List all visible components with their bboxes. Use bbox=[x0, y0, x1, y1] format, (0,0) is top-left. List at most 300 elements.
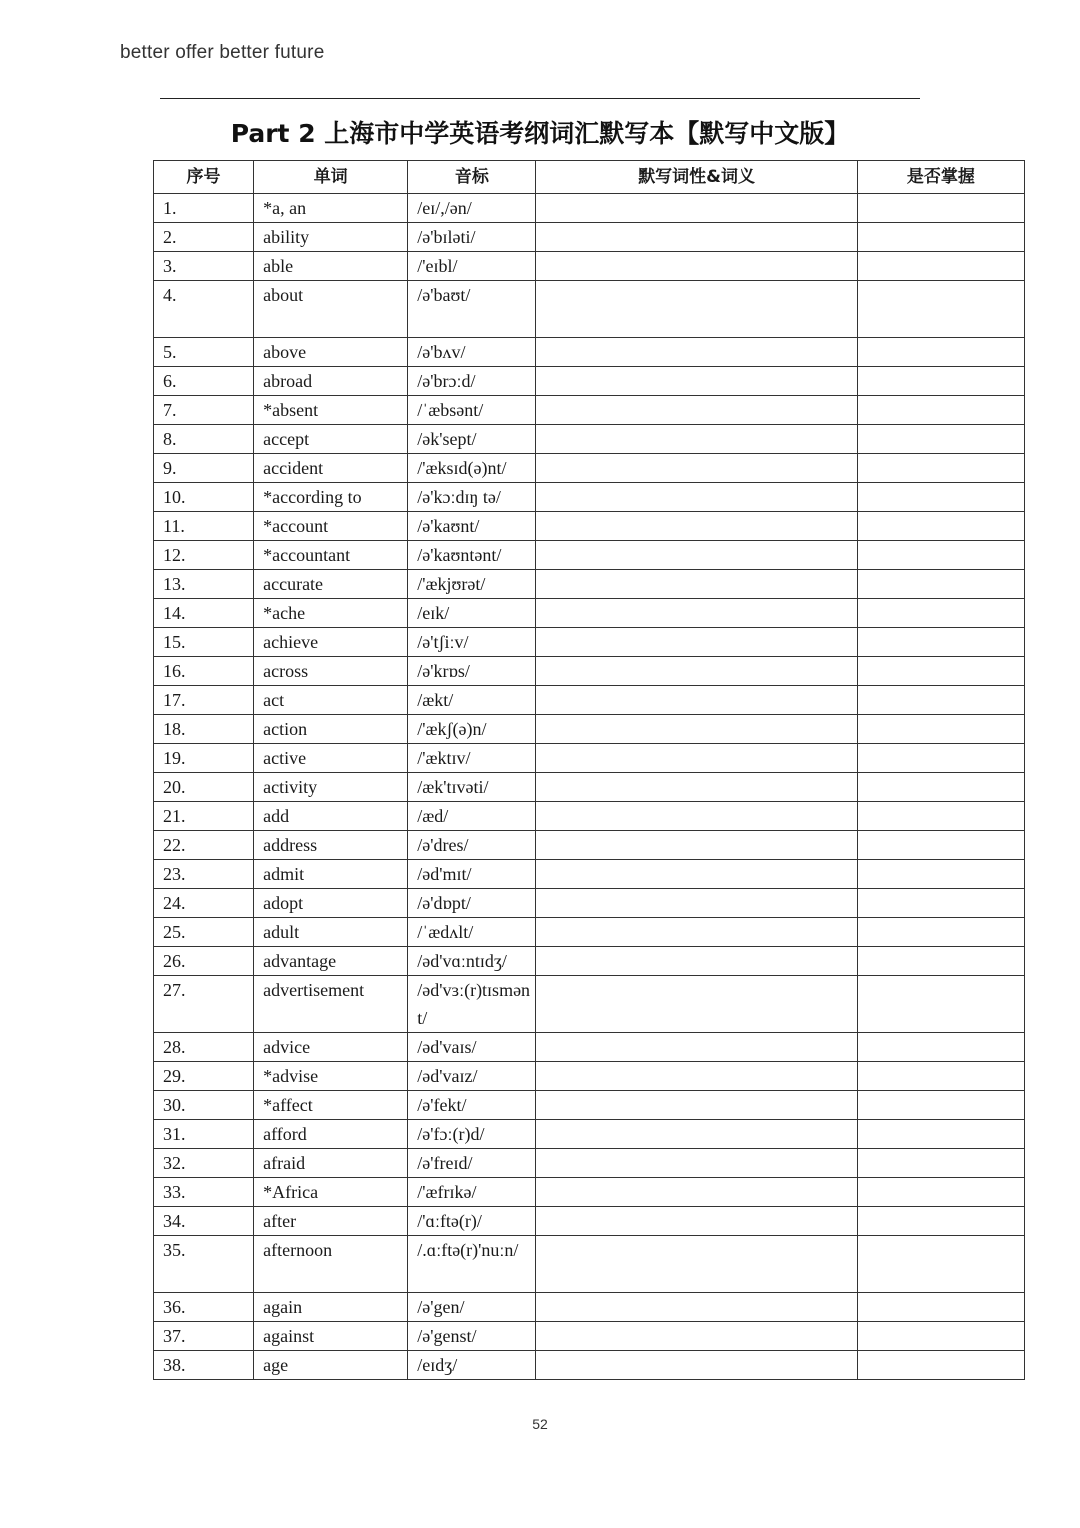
row-phonetic-cell bbox=[408, 831, 536, 860]
row-number-cell bbox=[154, 425, 254, 454]
row-phonetic-cell bbox=[408, 281, 536, 338]
row-word-cell bbox=[254, 483, 408, 512]
row-word: abroad bbox=[263, 371, 313, 391]
row-phonetic: /ə'brɔːd/ bbox=[417, 371, 476, 391]
row-phonetic: /'æfrɪkə/ bbox=[417, 1182, 477, 1202]
row-word: afford bbox=[263, 1124, 307, 1144]
row-number-cell bbox=[154, 1178, 254, 1207]
row-number: 1. bbox=[163, 198, 177, 218]
table-row bbox=[154, 1207, 1025, 1236]
row-mastered-blank-cell[interactable] bbox=[857, 281, 1024, 338]
row-mastered-blank-cell[interactable] bbox=[857, 744, 1024, 773]
row-word-cell bbox=[254, 831, 408, 860]
row-mastered-blank-cell[interactable] bbox=[857, 541, 1024, 570]
row-mastered-blank-cell[interactable] bbox=[857, 831, 1024, 860]
table-row bbox=[154, 1120, 1025, 1149]
table-row bbox=[154, 541, 1025, 570]
row-phonetic: /ə'baʊt/ bbox=[417, 285, 471, 305]
table-row bbox=[154, 281, 1025, 338]
row-definition-blank-cell[interactable] bbox=[536, 918, 857, 947]
row-phonetic: /ə'kaʊntənt/ bbox=[417, 545, 502, 565]
row-definition-blank-cell[interactable] bbox=[536, 541, 857, 570]
row-mastered-blank-cell[interactable] bbox=[857, 512, 1024, 541]
row-mastered-blank-cell[interactable] bbox=[857, 686, 1024, 715]
row-mastered-blank-cell[interactable] bbox=[857, 1033, 1024, 1062]
row-number-cell bbox=[154, 976, 254, 1033]
row-word: admit bbox=[263, 864, 305, 884]
row-definition-blank-cell[interactable] bbox=[536, 367, 857, 396]
row-number: 33. bbox=[163, 1182, 186, 1202]
row-word-cell bbox=[254, 223, 408, 252]
row-phonetic-cell bbox=[408, 541, 536, 570]
row-mastered-blank-cell[interactable] bbox=[857, 918, 1024, 947]
row-definition-blank-cell[interactable] bbox=[536, 1293, 857, 1322]
row-definition-blank-cell[interactable] bbox=[536, 1149, 857, 1178]
row-phonetic-cell bbox=[408, 1149, 536, 1178]
row-definition-blank-cell[interactable] bbox=[536, 570, 857, 599]
row-number: 38. bbox=[163, 1355, 186, 1375]
column-header-number: 序号 bbox=[154, 161, 254, 194]
row-mastered-blank-cell[interactable] bbox=[857, 715, 1024, 744]
row-word: about bbox=[263, 285, 304, 305]
row-number: 23. bbox=[163, 864, 186, 884]
row-number-cell bbox=[154, 1062, 254, 1091]
row-number: 22. bbox=[163, 835, 186, 855]
table-row bbox=[154, 223, 1025, 252]
row-phonetic-cell bbox=[408, 918, 536, 947]
row-number: 24. bbox=[163, 893, 186, 913]
row-number: 3. bbox=[163, 256, 177, 276]
table-header-row bbox=[154, 161, 1025, 194]
row-mastered-blank-cell[interactable] bbox=[857, 1207, 1024, 1236]
row-definition-blank-cell[interactable] bbox=[536, 1322, 857, 1351]
row-phonetic-cell bbox=[408, 744, 536, 773]
row-word: across bbox=[263, 661, 309, 681]
row-phonetic: /'æksɪd(ə)nt/ bbox=[417, 458, 507, 478]
table-row bbox=[154, 570, 1025, 599]
row-number-cell bbox=[154, 918, 254, 947]
row-word: act bbox=[263, 690, 285, 710]
row-number: 34. bbox=[163, 1211, 186, 1231]
row-number-cell bbox=[154, 686, 254, 715]
table-row bbox=[154, 1293, 1025, 1322]
row-mastered-blank-cell[interactable] bbox=[857, 454, 1024, 483]
row-word: *according to bbox=[263, 487, 362, 507]
row-definition-blank-cell[interactable] bbox=[536, 686, 857, 715]
row-definition-blank-cell[interactable] bbox=[536, 1351, 857, 1380]
row-number: 26. bbox=[163, 951, 186, 971]
row-word-cell bbox=[254, 976, 408, 1033]
row-word-cell bbox=[254, 715, 408, 744]
table-row bbox=[154, 860, 1025, 889]
row-number-cell bbox=[154, 889, 254, 918]
row-mastered-blank-cell[interactable] bbox=[857, 223, 1024, 252]
row-definition-blank-cell[interactable] bbox=[536, 194, 857, 223]
row-definition-blank-cell[interactable] bbox=[536, 802, 857, 831]
row-number: 27. bbox=[163, 980, 186, 1000]
row-word: against bbox=[263, 1326, 315, 1346]
column-header-word: 单词 bbox=[254, 161, 408, 194]
row-phonetic-cell bbox=[408, 715, 536, 744]
header-divider bbox=[160, 98, 920, 99]
row-number-cell bbox=[154, 570, 254, 599]
table-row bbox=[154, 367, 1025, 396]
row-word-cell bbox=[254, 1178, 408, 1207]
row-phonetic: /.ɑːftə(r)'nuːn/ bbox=[417, 1240, 519, 1260]
row-word: able bbox=[263, 256, 294, 276]
row-word: *advise bbox=[263, 1066, 319, 1086]
row-mastered-blank-cell[interactable] bbox=[857, 802, 1024, 831]
row-phonetic-cell bbox=[408, 1207, 536, 1236]
row-word-cell bbox=[254, 425, 408, 454]
row-phonetic-cell bbox=[408, 599, 536, 628]
table-row bbox=[154, 628, 1025, 657]
row-word: *a, an bbox=[263, 198, 307, 218]
row-number: 6. bbox=[163, 371, 177, 391]
table-row bbox=[154, 889, 1025, 918]
row-mastered-blank-cell[interactable] bbox=[857, 1178, 1024, 1207]
row-phonetic: /ə'bɪləti/ bbox=[417, 227, 476, 247]
row-number: 35. bbox=[163, 1240, 186, 1260]
row-number: 13. bbox=[163, 574, 186, 594]
row-phonetic: /'æktɪv/ bbox=[417, 748, 471, 768]
row-phonetic: /ə'kaʊnt/ bbox=[417, 516, 480, 536]
table-row bbox=[154, 918, 1025, 947]
row-number-cell bbox=[154, 1322, 254, 1351]
row-mastered-blank-cell[interactable] bbox=[857, 1120, 1024, 1149]
row-definition-blank-cell[interactable] bbox=[536, 281, 857, 338]
row-phonetic-cell bbox=[408, 889, 536, 918]
table-row bbox=[154, 773, 1025, 802]
row-number: 11. bbox=[163, 516, 185, 536]
row-word: action bbox=[263, 719, 308, 739]
row-number-cell bbox=[154, 860, 254, 889]
table-row bbox=[154, 657, 1025, 686]
table-row bbox=[154, 512, 1025, 541]
row-word-cell bbox=[254, 512, 408, 541]
row-number-cell bbox=[154, 831, 254, 860]
row-number-cell bbox=[154, 744, 254, 773]
row-number: 8. bbox=[163, 429, 177, 449]
table-row bbox=[154, 454, 1025, 483]
row-word: adopt bbox=[263, 893, 304, 913]
table-row bbox=[154, 1033, 1025, 1062]
row-word-cell bbox=[254, 918, 408, 947]
row-mastered-blank-cell[interactable] bbox=[857, 1293, 1024, 1322]
row-phonetic: /ə'gen/ bbox=[417, 1297, 465, 1317]
row-number: 28. bbox=[163, 1037, 186, 1057]
row-number-cell bbox=[154, 802, 254, 831]
table-row bbox=[154, 1322, 1025, 1351]
row-word: *affect bbox=[263, 1095, 313, 1115]
row-word-cell bbox=[254, 1120, 408, 1149]
table-row bbox=[154, 947, 1025, 976]
row-phonetic-cell bbox=[408, 947, 536, 976]
column-header-mastered: 是否掌握 bbox=[857, 161, 1024, 194]
row-word-cell bbox=[254, 1322, 408, 1351]
row-number-cell bbox=[154, 194, 254, 223]
row-definition-blank-cell[interactable] bbox=[536, 1120, 857, 1149]
row-phonetic: /ə'tʃiːv/ bbox=[417, 632, 469, 652]
table-row bbox=[154, 483, 1025, 512]
row-phonetic: /ə'bʌv/ bbox=[417, 342, 466, 362]
row-mastered-blank-cell[interactable] bbox=[857, 396, 1024, 425]
row-word: above bbox=[263, 342, 307, 362]
row-word: accident bbox=[263, 458, 324, 478]
row-word: adult bbox=[263, 922, 300, 942]
row-number: 17. bbox=[163, 690, 186, 710]
row-word: achieve bbox=[263, 632, 319, 652]
row-phonetic: /'ækjʊrət/ bbox=[417, 574, 486, 594]
row-number: 36. bbox=[163, 1297, 186, 1317]
row-definition-blank-cell[interactable] bbox=[536, 512, 857, 541]
row-phonetic: /ˈæbsənt/ bbox=[417, 400, 484, 420]
row-word: advertisement bbox=[263, 980, 365, 1000]
row-mastered-blank-cell[interactable] bbox=[857, 976, 1024, 1033]
row-word-cell bbox=[254, 541, 408, 570]
row-number-cell bbox=[154, 715, 254, 744]
row-mastered-blank-cell[interactable] bbox=[857, 367, 1024, 396]
page-number: 52 bbox=[532, 1416, 548, 1432]
row-definition-blank-cell[interactable] bbox=[536, 599, 857, 628]
row-phonetic-cell bbox=[408, 338, 536, 367]
row-number-cell bbox=[154, 657, 254, 686]
row-definition-blank-cell[interactable] bbox=[536, 338, 857, 367]
row-mastered-blank-cell[interactable] bbox=[857, 657, 1024, 686]
row-phonetic-cell bbox=[408, 1062, 536, 1091]
row-word-cell bbox=[254, 194, 408, 223]
row-number: 12. bbox=[163, 545, 186, 565]
row-mastered-blank-cell[interactable] bbox=[857, 599, 1024, 628]
row-mastered-blank-cell[interactable] bbox=[857, 773, 1024, 802]
row-definition-blank-cell[interactable] bbox=[536, 252, 857, 281]
row-word: afraid bbox=[263, 1153, 306, 1173]
table-row bbox=[154, 831, 1025, 860]
row-word: *ache bbox=[263, 603, 306, 623]
row-definition-blank-cell[interactable] bbox=[536, 425, 857, 454]
row-number-cell bbox=[154, 628, 254, 657]
row-definition-blank-cell[interactable] bbox=[536, 860, 857, 889]
row-phonetic: /ə'dɒpt/ bbox=[417, 893, 471, 913]
row-word-cell bbox=[254, 599, 408, 628]
row-word: again bbox=[263, 1297, 303, 1317]
row-number-cell bbox=[154, 1207, 254, 1236]
row-mastered-blank-cell[interactable] bbox=[857, 338, 1024, 367]
row-phonetic-cell bbox=[408, 628, 536, 657]
row-phonetic-cell bbox=[408, 483, 536, 512]
row-definition-blank-cell[interactable] bbox=[536, 1091, 857, 1120]
row-number: 18. bbox=[163, 719, 186, 739]
row-mastered-blank-cell[interactable] bbox=[857, 1236, 1024, 1293]
row-word-cell bbox=[254, 1091, 408, 1120]
row-word-cell bbox=[254, 628, 408, 657]
row-phonetic: /ˈædʌlt/ bbox=[417, 922, 474, 942]
row-definition-blank-cell[interactable] bbox=[536, 715, 857, 744]
row-phonetic-cell bbox=[408, 1178, 536, 1207]
row-word: *account bbox=[263, 516, 329, 536]
table-row bbox=[154, 425, 1025, 454]
row-word: *accountant bbox=[263, 545, 351, 565]
row-phonetic-cell bbox=[408, 1033, 536, 1062]
row-word-cell bbox=[254, 802, 408, 831]
row-phonetic: /əd'vaɪs/ bbox=[417, 1037, 477, 1057]
row-phonetic: /ə'freɪd/ bbox=[417, 1153, 473, 1173]
page-header: better offer better future bbox=[120, 42, 325, 63]
row-mastered-blank-cell[interactable] bbox=[857, 252, 1024, 281]
row-phonetic: /eɪdʒ/ bbox=[417, 1355, 458, 1375]
row-word-cell bbox=[254, 1033, 408, 1062]
row-word-cell bbox=[254, 367, 408, 396]
row-mastered-blank-cell[interactable] bbox=[857, 889, 1024, 918]
row-mastered-blank-cell[interactable] bbox=[857, 1149, 1024, 1178]
row-mastered-blank-cell[interactable] bbox=[857, 483, 1024, 512]
row-phonetic-cell bbox=[408, 657, 536, 686]
row-mastered-blank-cell[interactable] bbox=[857, 570, 1024, 599]
row-word-cell bbox=[254, 454, 408, 483]
row-phonetic-cell bbox=[408, 860, 536, 889]
row-phonetic-cell bbox=[408, 802, 536, 831]
row-definition-blank-cell[interactable] bbox=[536, 483, 857, 512]
row-definition-blank-cell[interactable] bbox=[536, 773, 857, 802]
row-phonetic: /'ækʃ(ə)n/ bbox=[417, 719, 487, 739]
row-word: *Africa bbox=[263, 1182, 319, 1202]
table-row bbox=[154, 686, 1025, 715]
row-definition-blank-cell[interactable] bbox=[536, 947, 857, 976]
column-header-phonetic: 音标 bbox=[408, 161, 536, 194]
table-row bbox=[154, 599, 1025, 628]
table-row bbox=[154, 1178, 1025, 1207]
row-word: after bbox=[263, 1211, 297, 1231]
row-definition-blank-cell[interactable] bbox=[536, 628, 857, 657]
table-row bbox=[154, 715, 1025, 744]
row-definition-blank-cell[interactable] bbox=[536, 1033, 857, 1062]
row-definition-blank-cell[interactable] bbox=[536, 976, 857, 1033]
row-mastered-blank-cell[interactable] bbox=[857, 1091, 1024, 1120]
row-number: 32. bbox=[163, 1153, 186, 1173]
row-number: 25. bbox=[163, 922, 186, 942]
row-phonetic-cell bbox=[408, 223, 536, 252]
row-number-cell bbox=[154, 281, 254, 338]
row-number: 7. bbox=[163, 400, 177, 420]
row-mastered-blank-cell[interactable] bbox=[857, 860, 1024, 889]
row-definition-blank-cell[interactable] bbox=[536, 744, 857, 773]
row-phonetic-cell bbox=[408, 976, 536, 1033]
row-word-cell bbox=[254, 1293, 408, 1322]
row-definition-blank-cell[interactable] bbox=[536, 396, 857, 425]
table-row bbox=[154, 338, 1025, 367]
row-number-cell bbox=[154, 1033, 254, 1062]
row-phonetic-cell bbox=[408, 1091, 536, 1120]
row-definition-blank-cell[interactable] bbox=[536, 223, 857, 252]
row-word-cell bbox=[254, 252, 408, 281]
row-definition-blank-cell[interactable] bbox=[536, 1178, 857, 1207]
row-phonetic-cell bbox=[408, 454, 536, 483]
row-number-cell bbox=[154, 599, 254, 628]
row-mastered-blank-cell[interactable] bbox=[857, 1062, 1024, 1091]
row-word-cell bbox=[254, 657, 408, 686]
row-phonetic-cell bbox=[408, 773, 536, 802]
row-mastered-blank-cell[interactable] bbox=[857, 425, 1024, 454]
row-phonetic: /ə'krɒs/ bbox=[417, 661, 470, 681]
row-phonetic: /ækt/ bbox=[417, 690, 454, 710]
row-mastered-blank-cell[interactable] bbox=[857, 1322, 1024, 1351]
table-row bbox=[154, 1149, 1025, 1178]
row-phonetic: /'ɑːftə(r)/ bbox=[417, 1211, 482, 1231]
row-word-cell bbox=[254, 1062, 408, 1091]
row-number-cell bbox=[154, 1120, 254, 1149]
row-phonetic: /ə'genst/ bbox=[417, 1326, 477, 1346]
row-number-cell bbox=[154, 396, 254, 425]
row-word-cell bbox=[254, 1149, 408, 1178]
row-number-cell bbox=[154, 1091, 254, 1120]
row-phonetic: /'eɪbl/ bbox=[417, 256, 458, 276]
row-number: 20. bbox=[163, 777, 186, 797]
row-phonetic-cell bbox=[408, 194, 536, 223]
table-row bbox=[154, 194, 1025, 223]
row-word-cell bbox=[254, 947, 408, 976]
row-number-cell bbox=[154, 338, 254, 367]
row-word: advantage bbox=[263, 951, 337, 971]
row-number-cell bbox=[154, 1149, 254, 1178]
row-word-cell bbox=[254, 1351, 408, 1380]
row-word-cell bbox=[254, 281, 408, 338]
row-mastered-blank-cell[interactable] bbox=[857, 947, 1024, 976]
row-number-cell bbox=[154, 223, 254, 252]
row-definition-blank-cell[interactable] bbox=[536, 1236, 857, 1293]
row-phonetic: /əd'vɑːntɪdʒ/ bbox=[417, 951, 507, 971]
row-mastered-blank-cell[interactable] bbox=[857, 1351, 1024, 1380]
row-mastered-blank-cell[interactable] bbox=[857, 194, 1024, 223]
table-row bbox=[154, 744, 1025, 773]
row-word: accept bbox=[263, 429, 310, 449]
table-row bbox=[154, 1236, 1025, 1293]
row-mastered-blank-cell[interactable] bbox=[857, 628, 1024, 657]
table-row bbox=[154, 1062, 1025, 1091]
row-phonetic: /æd/ bbox=[417, 806, 449, 826]
row-definition-blank-cell[interactable] bbox=[536, 1207, 857, 1236]
row-phonetic: /eɪk/ bbox=[417, 603, 450, 623]
row-number: 4. bbox=[163, 285, 177, 305]
row-number-cell bbox=[154, 483, 254, 512]
row-number: 14. bbox=[163, 603, 186, 623]
row-phonetic-cell bbox=[408, 1236, 536, 1293]
row-word-cell bbox=[254, 1207, 408, 1236]
row-definition-blank-cell[interactable] bbox=[536, 657, 857, 686]
row-phonetic-cell bbox=[408, 367, 536, 396]
row-number: 16. bbox=[163, 661, 186, 681]
table-row bbox=[154, 396, 1025, 425]
row-phonetic: /ə'dres/ bbox=[417, 835, 469, 855]
row-word-cell bbox=[254, 744, 408, 773]
row-number: 15. bbox=[163, 632, 186, 652]
row-word: ability bbox=[263, 227, 310, 247]
row-word-cell bbox=[254, 860, 408, 889]
row-phonetic: /æk'tɪvəti/ bbox=[417, 777, 489, 797]
row-definition-blank-cell[interactable] bbox=[536, 831, 857, 860]
row-word-cell bbox=[254, 570, 408, 599]
row-word: activity bbox=[263, 777, 318, 797]
row-definition-blank-cell[interactable] bbox=[536, 454, 857, 483]
row-phonetic-cell bbox=[408, 1293, 536, 1322]
row-word-cell bbox=[254, 396, 408, 425]
row-word: add bbox=[263, 806, 290, 826]
row-definition-blank-cell[interactable] bbox=[536, 1062, 857, 1091]
row-definition-blank-cell[interactable] bbox=[536, 889, 857, 918]
table-row bbox=[154, 976, 1025, 1033]
row-phonetic: /əd'mɪt/ bbox=[417, 864, 472, 884]
row-phonetic: /ək'sept/ bbox=[417, 429, 477, 449]
row-number: 5. bbox=[163, 342, 177, 362]
